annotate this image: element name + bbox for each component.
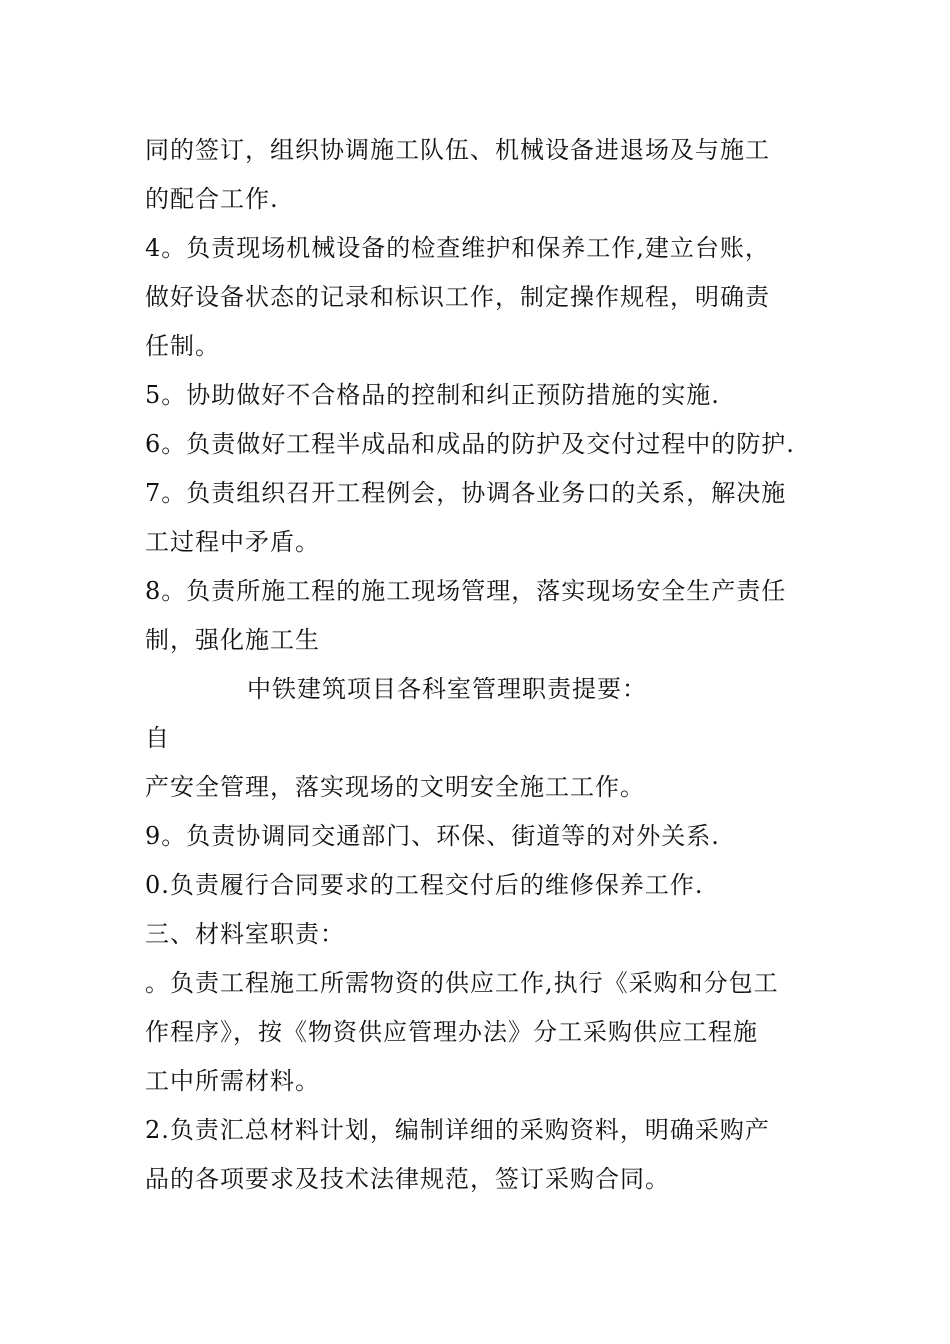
text-line: 5。协助做好不合格品的控制和纠正预防措施的实施. (145, 381, 720, 409)
text-line: 同的签订，组织协调施工队伍、机械设备进退场及与施工 (145, 136, 770, 164)
text-line: 6。负责做好工程半成品和成品的防护及交付过程中的防护. (145, 430, 795, 458)
text-line: 7。负责组织召开工程例会，协调各业务口的关系，解决施 (145, 479, 787, 507)
text-line: 9。负责协调同交通部门、环保、街道等的对外关系. (145, 822, 720, 850)
text-line: 做好设备状态的记录和标识工作，制定操作规程，明确责 (145, 283, 770, 311)
text-line: 工中所需材料。 (145, 1067, 320, 1095)
text-line: 制，强化施工生 (145, 626, 320, 654)
section-title: 三、材料室职责： (145, 920, 345, 948)
section-heading: 中铁建筑项目各科室管理职责提要： (247, 675, 647, 703)
text-line: 8。负责所施工程的施工现场管理，落实现场安全生产责任 (145, 577, 787, 605)
text-line: 0.负责履行合同要求的工程交付后的维修保养工作. (145, 871, 704, 899)
text-line: 自 (145, 724, 170, 752)
text-line: 品的各项要求及技术法律规范，签订采购合同。 (145, 1165, 670, 1193)
text-line: 作程序》，按《物资供应管理办法》分工采购供应工程施 (145, 1018, 758, 1046)
text-line: 的配合工作. (145, 185, 279, 213)
text-line: 任制。 (145, 332, 220, 360)
text-line: 。负责工程施工所需物资的供应工作,执行《采购和分包工 (145, 969, 779, 997)
text-line: 2.负责汇总材料计划，编制详细的采购资料，明确采购产 (145, 1116, 770, 1144)
text-line: 4。负责现场机械设备的检查维护和保养工作,建立台账， (145, 234, 770, 262)
text-line: 产安全管理，落实现场的文明安全施工工作。 (145, 773, 645, 801)
document-body (145, 126, 810, 1204)
text-line: 工过程中矛盾。 (145, 528, 320, 556)
